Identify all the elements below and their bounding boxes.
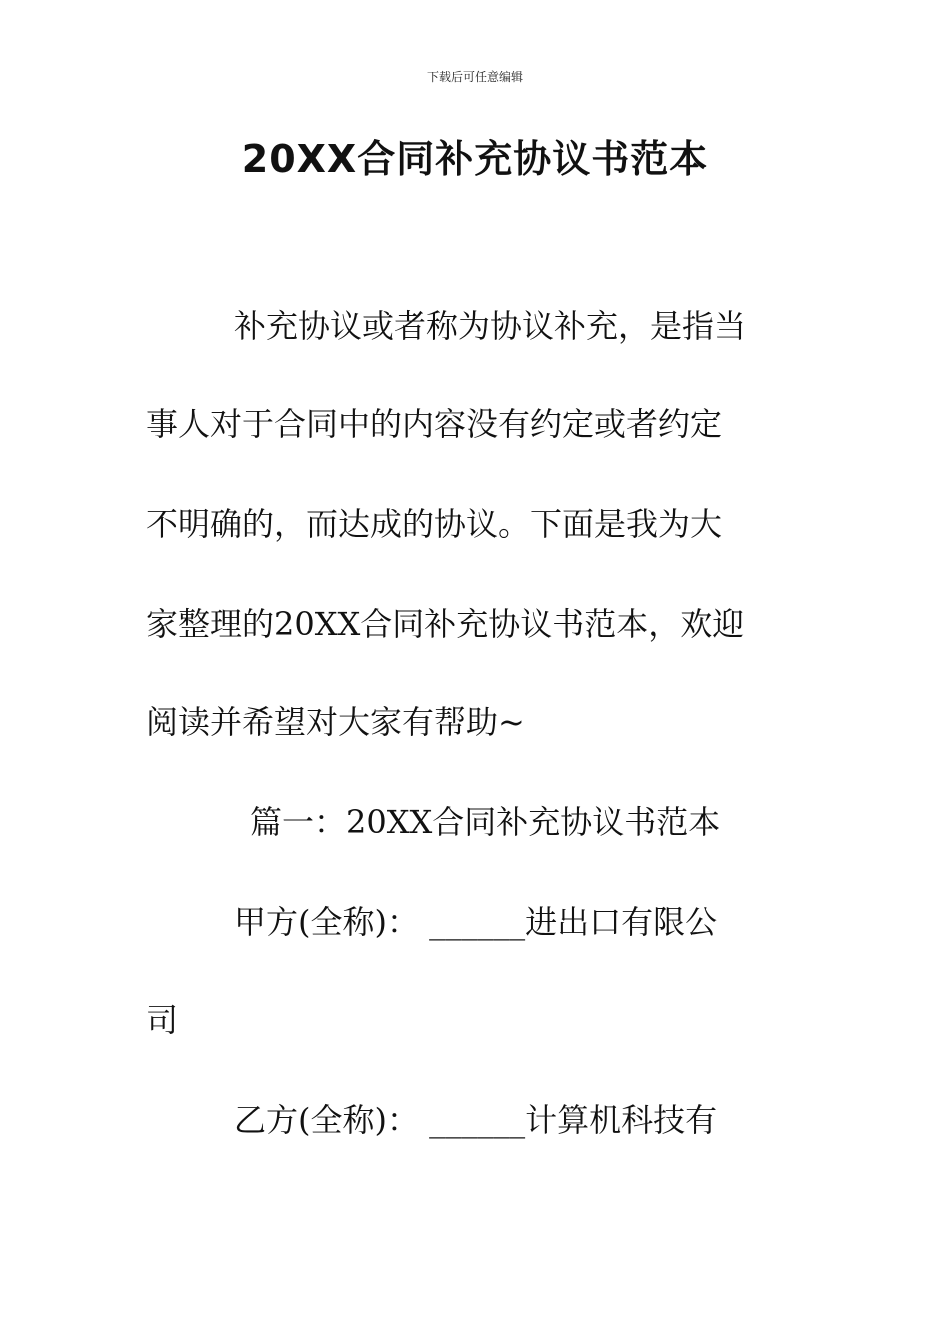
party-b-line-1: 乙方(全称)： ______计算机科技有 (234, 1101, 718, 1139)
intro-line-2: 事人对于合同中的内容没有约定或者约定 (146, 405, 723, 443)
intro-line-3: 不明确的，而达成的协议。下面是我为大 (146, 505, 723, 543)
download-note: 下载后可任意编辑 (426, 70, 523, 84)
party-a-line-2: 司 (146, 1001, 179, 1039)
intro-line-1: 补充协议或者称为协议补充，是指当 (234, 307, 747, 345)
intro-line-5: 阅读并希望对大家有帮助~ (146, 703, 525, 741)
section-heading: 篇一：20XX合同补充协议书范本 (250, 803, 721, 841)
party-a-line-1: 甲方(全称)： ______进出口有限公 (234, 903, 718, 941)
document-title: 20XX合同补充协议书范本 (241, 137, 709, 181)
intro-line-4: 家整理的20XX合同补充协议书范本，欢迎 (146, 605, 745, 643)
